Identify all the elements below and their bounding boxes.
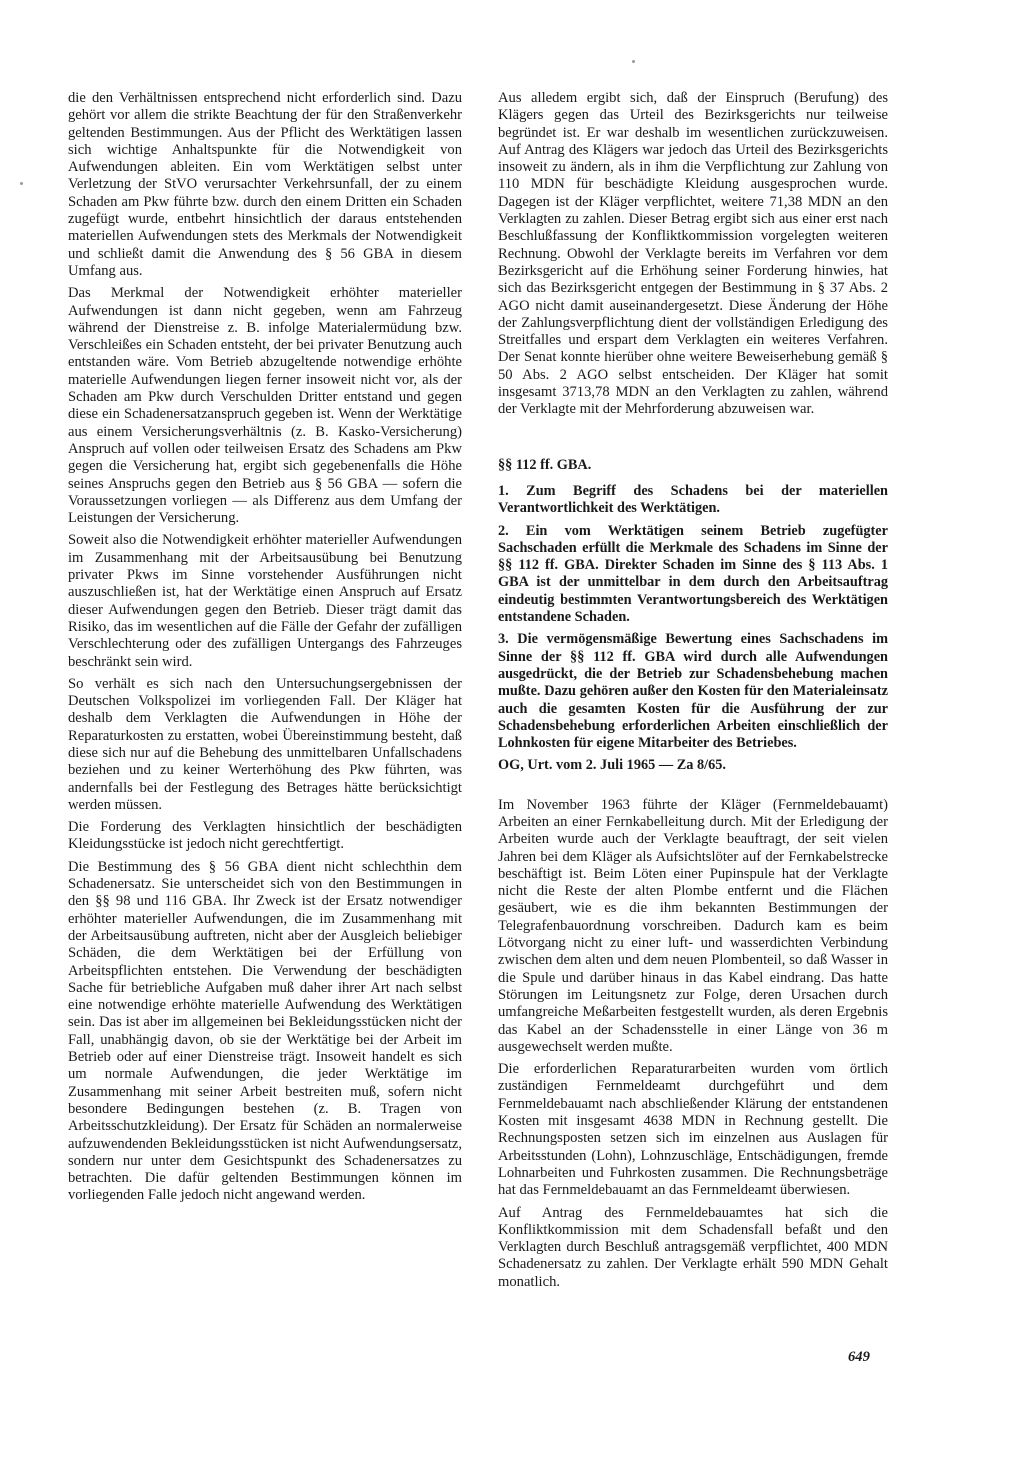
paragraph: Auf Antrag des Fernmeldebauamtes hat sich die Konfliktkommission mit dem Schadensfall befaßt und den Verklagten durch Beschluß antragsgemäß verpflichtet, 400 MDN Schadenersatz zu zahlen. Der Verklagte erhält 590 MDN Gehalt monatlich.	[498, 1204, 888, 1290]
court-reference: OG, Urt. vom 2. Juli 1965 — Za 8/65.	[498, 757, 726, 774]
paragraph: die den Verhältnissen entsprechend nicht erforderlich sind. Dazu gehört vor allem die strikte Beachtung der für den Straßenverkehr geltenden Bestimmungen. Aus der Pflicht des Werktätigen lassen sich wichtige Anhaltspunkte für die Notwendigkeit von Aufwendungen ableiten. Ein vom Werktätigen selbst unter Verletzung der StVO verursachter Verkehrsunfall, der zu einem Schaden am Pkw führte bzw. durch den einem Dritten ein Schaden zugefügt wurde, entbehrt hinsichtlich der daraus entstehenden materiellen Aufwendungen stets des Merkmals der Notwendigkeit und schließt damit die Anwendung des § 56 GBA in diesem Umfang aus.	[68, 90, 462, 279]
right-column	[498, 90, 888, 1296]
paragraph: So verhält es sich nach den Untersuchungsergebnissen der Deutschen Volkspolizei im vorliegenden Fall. Der Kläger hat deshalb dem Verklagten die Aufwendungen in Höhe der Reparaturkosten zu erstatten, wobei Übereinstimmung besteht, daß diese sich nur auf die Behebung des unmittelbaren Unfallschadens beziehen und zu keiner Werterhöhung des Pkw führten, was andernfalls bei der Festlegung des Betrages hätte berücksichtigt werden müssen.	[68, 675, 462, 813]
paragraph: Die Forderung des Verklagten hinsichtlich der beschädigten Kleidungsstücke ist jedoch nicht gerechtfertigt.	[68, 819, 462, 853]
paragraph: Das Merkmal der Notwendigkeit erhöhter materieller Aufwendungen ist dann nicht gegeben, wenn am Fahrzeug während der Dienstreise z. B. infolge Materialermüdung bzw. Verschleißes ein Schaden entsteht, der bei privater Benutzung auch entstanden wäre. Vom Betrieb abzugeltende notwendige erhöhte materielle Aufwendungen liegen ferner insoweit nicht vor, als der Schaden am Pkw durch Verschulden Dritter entstand und gegen diese ein Schadenersatzanspruch gegeben ist. Wenn der Werktätige aus einem Versicherungsverhältnis (z. B. Kasko-Versicherung) Anspruch auf vollen oder teilweisen Ersatz des Schadens am Pkw gegen die Versicherung hat, ergibt sich gegebenenfalls die Höhe seines Anspruchs gegen den Betrieb aus § 56 GBA — sofern die Voraussetzungen vorliegen — als Differenz aus dem Umfang der Leistungen der Versicherung.	[68, 285, 462, 527]
left-column	[68, 90, 462, 1210]
page-number: 649	[848, 1349, 870, 1365]
paragraph: Im November 1963 führte der Kläger (Fernmeldebauamt) Arbeiten an einer Fernkabelleitung durch. Mit der Erledigung der Arbeiten wurde auch der Verklagte beauftragt, der seit vielen Jahren bei dem Kläger als Aufsichtslöter auf der Fernkabelstrecke beschäftigt ist. Beim Löten einer Pupinspule hat der Verklagte nicht die Reste der alten Plombe entfernt und die Flächen gesäubert, wie es die ihm bekannten Bestimmungen der Telegrafenbauordnung vorschreiben. Dadurch kam es beim Lötvorgang nicht zu einer luft- und wasserdichten Verbindung zwischen dem alten und dem neuen Plombenteil, so daß Wasser in die Spule und darüber hinaus in das Kabel eindrang. Das hatte Störungen im Leitungsnetz zur Folge, deren Ursachen durch umfangreiche Meßarbeiten festgestellt wurden, als deren Ergebnis das Kabel an der Schadensstelle in einer Länge von 36 m ausgewechselt werden mußte.	[498, 796, 888, 1055]
paragraph: Soweit also die Notwendigkeit erhöhter materieller Aufwendungen im Zusammenhang mit der Arbeitsausübung bei Benutzung privater Pkws im Sinne vorstehender Ausführungen nicht auszuschließen ist, hat der Werktätige einen Anspruch auf Ersatz dieser Aufwendungen gegen den Betrieb. Dieser trägt damit das Risiko, das im wesentlichen auf die Fälle der Gefahr der zufälligen Verschlechterung oder des zufälligen Untergangs des Fahrzeuges beschränkt sein wird.	[68, 532, 462, 670]
scan-speck	[632, 60, 635, 63]
headnote: 2. Ein vom Werktätigen seinem Betrieb zugefügter Sachschaden erfüllt die Merkmale des Schadens im Sinne der §§ 112 ff. GBA. Direkter Schaden im Sinne des § 113 Abs. 1 GBA ist der unmittelbar in dem durch den Arbeitsauftrag eindeutig bestimmten Verantwortungsbereich des Werktätigen entstandene Schaden.	[498, 522, 888, 626]
section-heading: §§ 112 ff. GBA.	[498, 456, 592, 473]
paragraph: Aus alledem ergibt sich, daß der Einspruch (Berufung) des Klägers gegen das Urteil des Bezirksgerichts nur teilweise begründet ist. Er war deshalb im wesentlichen zurückzuweisen. Auf Antrag des Klägers war jedoch das Urteil des Bezirksgerichts insoweit zu ändern, als in ihm die Verpflichtung zur Zahlung von 110 MDN für beschädigte Kleidung ausgesprochen wurde. Dagegen ist der Kläger verpflichtet, weitere 71,38 MDN an den Verklagten zu zahlen. Dieser Betrag ergibt sich aus einer erst nach Beschlußfassung der Konfliktkommission vorgelegten weiteren Rechnung. Obwohl der Verklagte bereits im Verfahren vor dem Bezirksgericht auf die Erhöhung seiner Forderung hinwies, hat sich das Bezirksgericht entgegen der Bestimmung in § 37 Abs. 2 AGO nicht damit auseinandergesetzt. Diese Änderung der Höhe der Zahlungsverpflichtung dient der vollständigen Erledigung des Streitfalles und erspart dem Verklagten ein weiteres Verfahren. Der Senat konnte hierüber ohne weitere Beweiserhebung gemäß § 50 Abs. 2 AGO selbst entscheiden. Der Kläger hat somit insgesamt 3713,78 MDN an den Verklagten zu zahlen, während der Verklagte mit der Mehrforderung abzuweisen war.	[498, 90, 888, 418]
scan-speck	[20, 182, 23, 185]
paragraph: Die erforderlichen Reparaturarbeiten wurden vom örtlich zuständigen Fernmeldeamt durchgeführt und dem Fernmeldebauamt nach abschließender Klärung der entstandenen Kosten mit insgesamt 4638 MDN in Rechnung gestellt. Die Rechnungsposten setzen sich im einzelnen aus Auslagen für Arbeitsstunden (Lohn), Lohnzuschläge, Entschädigungen, fremde Lohnarbeiten und Fuhrkosten zusammen. Die Rechnungsbeträge hat das Fernmeldebauamt an das Fernmeldeamt überwiesen.	[498, 1061, 888, 1199]
headnote: 3. Die vermögensmäßige Bewertung eines Sachschadens im Sinne der §§ 112 ff. GBA wird durch alle Aufwendungen ausgedrückt, die der Betrieb zur Schadensbehebung machen mußte. Dazu gehören außer den Kosten für den Materialeinsatz auch die gesamten Kosten für die Ausführung der zur Schadensbehebung erforderlichen Arbeiten einschließlich der Lohnkosten für eigene Mitarbeiter des Betriebes.	[498, 631, 888, 752]
paragraph: Die Bestimmung des § 56 GBA dient nicht schlechthin dem Schadenersatz. Sie unterscheidet sich von den Bestimmungen in den §§ 98 und 116 GBA. Ihr Zweck ist der Ersatz notwendiger erhöhter materieller Aufwendungen, die im Zusammenhang mit der Arbeitsausübung auftreten, nicht aber der Ausgleich beliebiger Schäden, die dem Werktätigen bei der Erfüllung von Arbeitspflichten entstehen. Die Verwendung der beschädigten Sache für betriebliche Aufgaben muß daher ihrer Art nach selbst eine notwendige erhöhte materielle Aufwendung des Werktätigen sein. Das ist aber im allgemeinen bei Bekleidungsstücken nicht der Fall, unabhängig davon, ob sie der Werktätige bei der Arbeit im Betrieb oder auf einer Dienstreise trägt. Insoweit handelt es sich um normale Aufwendungen, die jeder Werktätige im Zusammenhang mit seiner Arbeit bestreiten muß, sofern nicht besondere Bedingungen bestehen (z. B. Tragen von Arbeitsschutzkleidung). Der Ersatz für Schäden an normalerweise aufzuwendenden Bekleidungsstücken ist nicht Aufwendungsersatz, sondern nur unter dem Gesichtspunkt des Schadenersatzes zu betrachten. Die dafür geltenden Bestimmungen können im vorliegenden Falle jedoch nicht angewand werden.	[68, 858, 462, 1204]
headnote: 1. Zum Begriff des Schadens bei der materiellen Verantwortlichkeit des Werktätigen.	[498, 482, 888, 517]
